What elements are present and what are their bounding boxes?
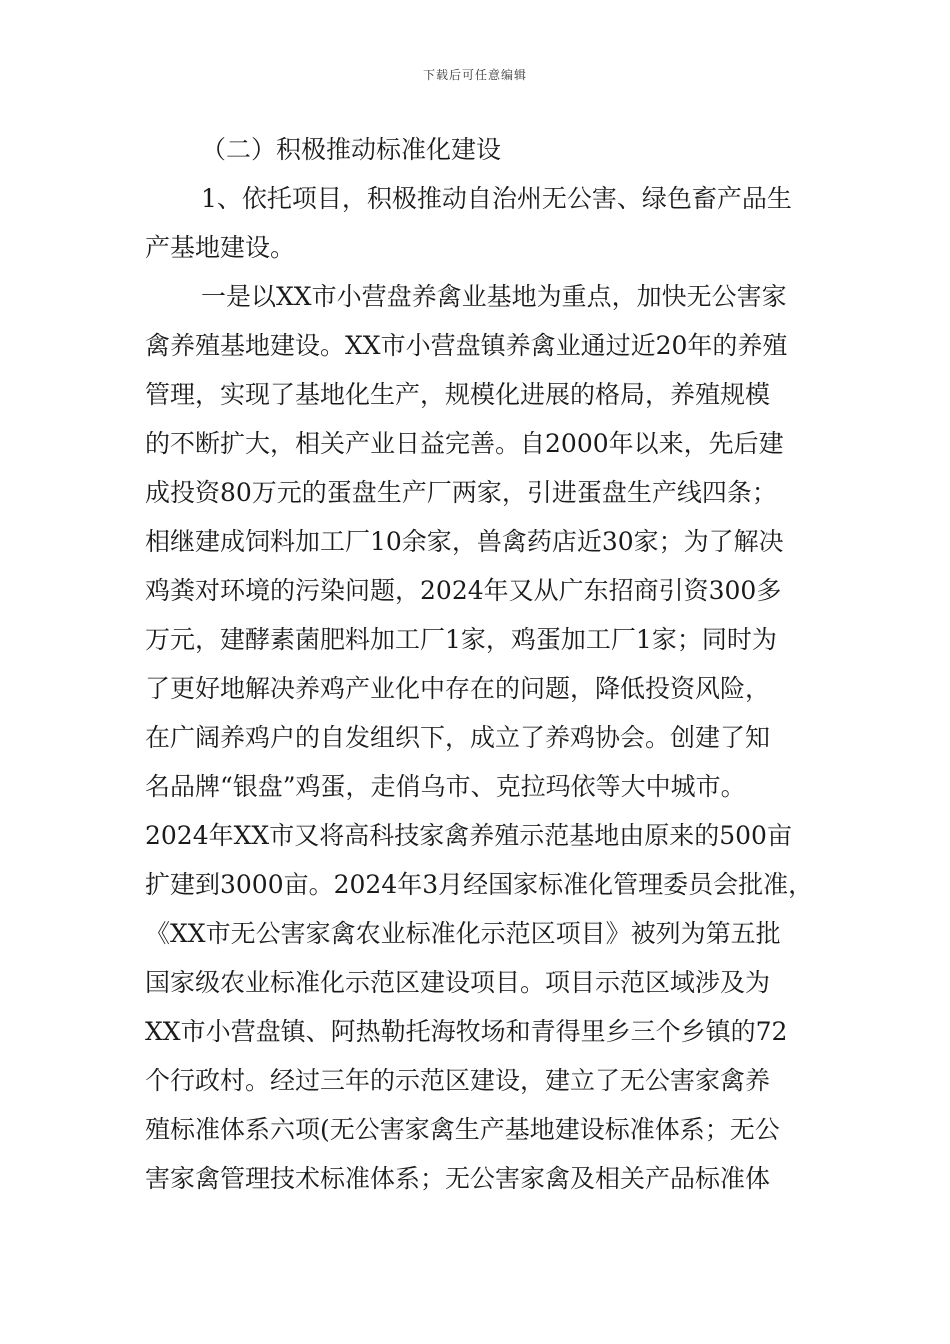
- paragraph-line: 成投资80万元的蛋盘生产厂两家，引进蛋盘生产线四条；: [145, 478, 777, 507]
- paragraph-line: 《XX市无公害家禽农业标准化示范区项目》被列为第五批: [145, 919, 781, 948]
- paragraph-line: XX市小营盘镇、阿热勒托海牧场和青得里乡三个乡镇的72: [145, 1017, 788, 1046]
- paragraph-line: 万元，建酵素菌肥料加工厂1家，鸡蛋加工厂1家；同时为: [145, 625, 777, 654]
- paragraph-line: 了更好地解决养鸡产业化中存在的问题，降低投资风险，: [145, 674, 771, 703]
- paragraph-line: 1、依托项目，积极推动自治州无公害、绿色畜产品生: [201, 184, 792, 213]
- paragraph-2: [145, 272, 813, 1203]
- section-heading-text: （二）积极推动标准化建设: [201, 135, 502, 164]
- paragraph-line: 禽养殖基地建设。XX市小营盘镇养禽业通过近20年的养殖: [145, 331, 788, 360]
- paragraph-line: 在广阔养鸡户的自发组织下，成立了养鸡协会。创建了知: [145, 723, 771, 752]
- paragraph-line: 害家禽管理技术标准体系；无公害家禽及相关产品标准体: [145, 1164, 771, 1193]
- paragraph-line: 的不断扩大，相关产业日益完善。自2000年以来，先后建: [145, 429, 784, 458]
- paragraph-line: 殖标准体系六项(无公害家禽生产基地建设标准体系；无公: [145, 1115, 780, 1144]
- paragraph-line: 相继建成饲料加工厂10余家，兽禽药店近30家；为了解决: [145, 527, 784, 556]
- paragraph-line: 管理，实现了基地化生产，规模化进展的格局，养殖规模: [145, 380, 771, 409]
- document-body: [145, 125, 813, 1203]
- paragraph-line: 个行政村。经过三年的示范区建设，建立了无公害家禽养: [145, 1066, 771, 1095]
- paragraph-1: [145, 174, 813, 272]
- paragraph-line: 一是以XX市小营盘养禽业基地为重点，加快无公害家: [201, 282, 787, 311]
- section-heading: [145, 125, 813, 174]
- paragraph-line: 鸡粪对环境的污染问题，2024年又从广东招商引资300多: [145, 576, 782, 605]
- paragraph-line: 2024年XX市又将高科技家禽养殖示范基地由原来的500亩: [145, 821, 792, 850]
- page-header: 下载后可任意编辑: [422, 68, 527, 82]
- paragraph-line: 产基地建设。: [145, 233, 296, 262]
- paragraph-line: 扩建到3000亩。2024年3月经国家标准化管理委员会批准，: [145, 870, 814, 899]
- paragraph-line: 国家级农业标准化示范区建设项目。项目示范区域涉及为: [145, 968, 771, 997]
- paragraph-line: 名品牌“银盘”鸡蛋，走俏乌市、克拉玛依等大中城市。: [145, 772, 746, 801]
